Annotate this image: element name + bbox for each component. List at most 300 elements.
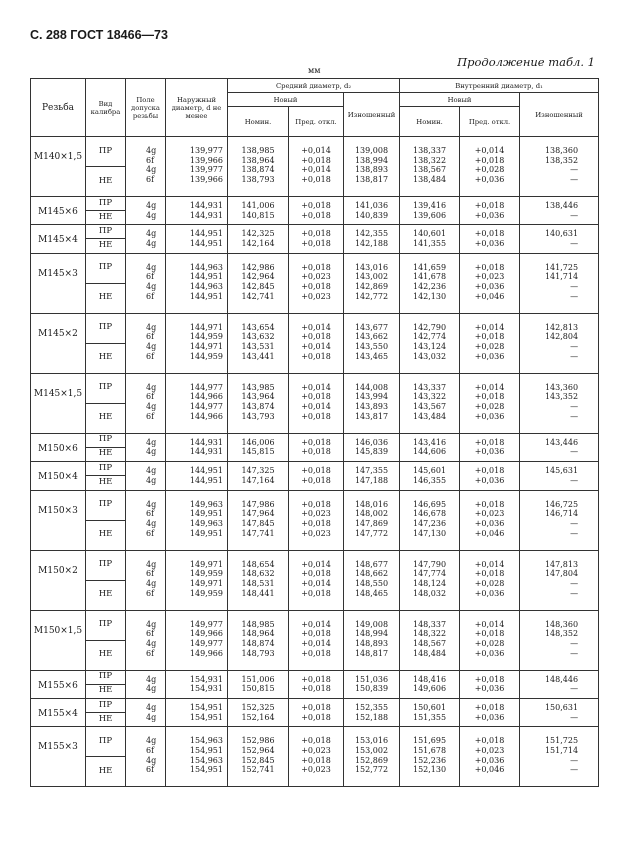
d2-nominal-values — [228, 610, 289, 670]
value: +0,023 — [301, 272, 331, 282]
value: 138,893 — [354, 165, 389, 175]
table-row — [31, 313, 599, 373]
value: 142,741 — [241, 291, 275, 301]
table-row — [31, 462, 599, 490]
tolerance-values — [126, 313, 166, 373]
gauge-kind-cell — [86, 670, 126, 698]
value: 4g — [146, 210, 157, 220]
value: +0,018 — [301, 262, 331, 272]
value: 152,130 — [412, 765, 447, 775]
d1-worn-values — [520, 727, 599, 787]
value: 142,790 — [412, 322, 447, 332]
value: 148,994 — [354, 629, 389, 639]
value: 141,725 — [544, 262, 579, 272]
d1-nominal-values — [400, 197, 460, 225]
value: 143,677 — [354, 322, 389, 332]
gauge-kind-cell — [86, 225, 126, 253]
value: +0,018 — [301, 155, 331, 165]
value: 149,977 — [189, 619, 223, 629]
value: — — [570, 282, 579, 292]
value: 149,606 — [412, 684, 447, 694]
gauge-kind-cell — [86, 373, 126, 433]
thread-designation: M145×6 — [31, 197, 86, 225]
value: +0,018 — [301, 351, 331, 361]
value: +0,018 — [301, 282, 331, 292]
value: +0,018 — [301, 332, 331, 342]
value: 6f — [146, 332, 155, 342]
value: +0,018 — [474, 437, 505, 447]
d1-nominal-values — [400, 462, 460, 490]
value: +0,018 — [301, 499, 331, 509]
d2-deviation-values — [289, 225, 344, 253]
value: 148,567 — [412, 638, 447, 648]
d1-nominal-values — [400, 253, 460, 313]
value: 4g — [146, 736, 157, 746]
gauge-kind-cell — [86, 137, 126, 197]
value: 144,959 — [189, 351, 223, 361]
d1-worn-values — [520, 670, 599, 698]
value: 138,994 — [354, 155, 389, 165]
value: 4g — [146, 282, 157, 292]
gauge-kind-nogo: НЕ — [86, 447, 125, 461]
value: +0,028 — [474, 165, 505, 175]
gauge-kind-go: ПР — [98, 434, 113, 445]
header-outer-diameter: Наружный диаметр, d не менее — [166, 79, 228, 137]
thread-designation: M155×6 — [31, 670, 86, 698]
gauge-kind-cell — [86, 698, 126, 726]
value: 144,951 — [189, 466, 223, 476]
value: 142,130 — [412, 291, 447, 301]
value: 143,550 — [354, 342, 389, 352]
value: 4g — [146, 262, 157, 272]
d1-worn-values — [520, 462, 599, 490]
value: 149,951 — [189, 509, 223, 519]
value: 146,725 — [544, 499, 579, 509]
value: +0,018 — [474, 629, 505, 639]
value: 148,632 — [241, 569, 275, 579]
value: 151,695 — [412, 736, 447, 746]
value: 143,360 — [544, 382, 579, 392]
d1-nominal-values — [400, 670, 460, 698]
outer-diameter-values — [166, 373, 228, 433]
gauge-kind-go: ПР — [98, 559, 113, 570]
gauge-kind-nogo: НЕ — [86, 640, 125, 670]
d1-nominal-values — [400, 610, 460, 670]
value: 143,446 — [544, 437, 579, 447]
d1-worn-values — [520, 313, 599, 373]
outer-diameter-values — [166, 670, 228, 698]
value: 143,016 — [354, 262, 389, 272]
d2-nominal-values — [228, 225, 289, 253]
value: +0,036 — [474, 475, 505, 485]
tolerance-values — [126, 253, 166, 313]
table-row — [31, 137, 599, 197]
value: — — [570, 210, 579, 220]
outer-diameter-values — [166, 313, 228, 373]
value: — — [570, 475, 579, 485]
value: +0,018 — [301, 736, 331, 746]
outer-diameter-values — [166, 433, 228, 461]
d2-nominal-values — [228, 698, 289, 726]
value: 142,188 — [354, 239, 389, 249]
gauge-kind-cell — [86, 253, 126, 313]
value: 147,790 — [412, 559, 447, 569]
value: 142,774 — [412, 332, 447, 342]
gauge-kind-go: ПР — [98, 382, 113, 393]
value: 4g — [146, 499, 157, 509]
value: 144,931 — [189, 210, 223, 220]
thread-designation: M145×1,5 — [31, 373, 86, 433]
value: +0,036 — [474, 239, 505, 249]
value: — — [570, 447, 579, 457]
value: 146,678 — [412, 509, 447, 519]
value: — — [570, 578, 579, 588]
value: 145,601 — [412, 466, 447, 476]
value: 151,678 — [412, 745, 447, 755]
d2-nominal-values — [228, 670, 289, 698]
value: 143,654 — [241, 322, 275, 332]
d1-deviation-values — [460, 225, 520, 253]
value: 152,741 — [241, 765, 275, 775]
value: 143,032 — [412, 351, 447, 361]
page-header: С. 288 ГОСТ 18466—73 — [30, 28, 168, 42]
value: 143,893 — [354, 402, 389, 412]
value: 152,164 — [241, 712, 275, 722]
d2-worn-values — [344, 373, 400, 433]
gauge-kind-cell — [86, 462, 126, 490]
value: 152,325 — [241, 702, 275, 712]
value: 143,322 — [412, 392, 447, 402]
value: +0,018 — [474, 332, 505, 342]
d1-nominal-values — [400, 313, 460, 373]
value: +0,023 — [301, 745, 331, 755]
value: +0,018 — [301, 755, 331, 765]
value: 138,446 — [544, 201, 579, 210]
value: 154,963 — [189, 736, 223, 746]
value: +0,018 — [474, 674, 505, 684]
value: +0,023 — [301, 509, 331, 519]
value: 152,869 — [354, 755, 389, 765]
header-d1-nominal: Номин. — [400, 107, 460, 137]
d1-deviation-values — [460, 610, 520, 670]
gauge-kind-nogo: НЕ — [86, 238, 125, 252]
table-row — [31, 197, 599, 225]
value: 4g — [146, 466, 157, 476]
header-pitch-diameter: Средний диаметр, d₂ — [228, 79, 400, 93]
value: 141,678 — [412, 272, 447, 282]
value: 151,036 — [354, 674, 389, 684]
value: 148,322 — [412, 629, 447, 639]
d2-worn-values — [344, 197, 400, 225]
value: 147,164 — [241, 475, 275, 485]
value: 152,845 — [241, 755, 275, 765]
value: — — [570, 755, 579, 765]
value: 154,931 — [189, 684, 223, 694]
value: 4g — [146, 702, 157, 712]
value: 153,016 — [354, 736, 389, 746]
value: 151,725 — [544, 736, 579, 746]
value: 147,130 — [412, 528, 447, 538]
value: +0,036 — [474, 684, 505, 694]
d2-nominal-values — [228, 433, 289, 461]
outer-diameter-values — [166, 727, 228, 787]
value: 148,874 — [241, 638, 275, 648]
value: — — [570, 351, 579, 361]
value: 149,951 — [189, 528, 223, 538]
header-d1-deviation: Пред. откл. — [460, 107, 520, 137]
value: +0,023 — [474, 509, 505, 519]
value: 148,531 — [241, 578, 275, 588]
d1-worn-values — [520, 433, 599, 461]
value: — — [570, 342, 579, 352]
d1-deviation-values — [460, 433, 520, 461]
gauge-kind-cell — [86, 490, 126, 550]
value: +0,018 — [474, 392, 505, 402]
value: 139,977 — [189, 165, 223, 175]
value: 143,994 — [354, 392, 389, 402]
gauge-kind-nogo: НЕ — [86, 756, 125, 786]
value: 144,966 — [189, 392, 223, 402]
value: +0,018 — [301, 411, 331, 421]
thread-designation: M140×1,5 — [31, 137, 86, 197]
d2-nominal-values — [228, 313, 289, 373]
d1-worn-values — [520, 197, 599, 225]
outer-diameter-values — [166, 698, 228, 726]
header-d2-nominal: Номин. — [228, 107, 289, 137]
value: +0,023 — [474, 745, 505, 755]
d1-deviation-values — [460, 313, 520, 373]
value: +0,018 — [301, 648, 331, 658]
value: +0,018 — [301, 629, 331, 639]
thread-designation: M150×3 — [31, 490, 86, 550]
value: +0,028 — [474, 342, 505, 352]
value: 147,772 — [354, 528, 389, 538]
table-row — [31, 490, 599, 550]
value: +0,018 — [301, 475, 331, 485]
value: 141,659 — [412, 262, 447, 272]
value: +0,036 — [474, 712, 505, 722]
value: — — [570, 684, 579, 694]
value: +0,018 — [301, 466, 331, 476]
outer-diameter-values — [166, 610, 228, 670]
d2-worn-values — [344, 253, 400, 313]
d2-nominal-values — [228, 550, 289, 610]
value: 6f — [146, 175, 155, 185]
value: 147,964 — [241, 509, 275, 519]
value: 4g — [146, 229, 157, 239]
tolerance-values — [126, 490, 166, 550]
value: 4g — [146, 475, 157, 485]
d1-deviation-values — [460, 197, 520, 225]
value: 4g — [146, 402, 157, 412]
gauge-kind-go: ПР — [98, 699, 113, 710]
value: 6f — [146, 509, 155, 519]
value: — — [570, 528, 579, 538]
value: 151,355 — [412, 712, 447, 722]
d2-deviation-values — [289, 550, 344, 610]
d2-worn-values — [344, 137, 400, 197]
value: 149,963 — [189, 518, 223, 528]
value: 4g — [146, 755, 157, 765]
value: +0,018 — [301, 588, 331, 598]
value: 154,963 — [189, 755, 223, 765]
value: 143,817 — [354, 411, 389, 421]
d2-nominal-values — [228, 373, 289, 433]
value: 6f — [146, 588, 155, 598]
value: 142,869 — [354, 282, 389, 292]
value: 149,008 — [354, 619, 389, 629]
gauge-kind-go: ПР — [98, 262, 113, 273]
value: +0,014 — [301, 638, 331, 648]
d2-deviation-values — [289, 610, 344, 670]
gauge-kind-go: ПР — [98, 735, 113, 746]
d1-deviation-values — [460, 253, 520, 313]
value: 151,006 — [241, 674, 275, 684]
value: +0,018 — [474, 569, 505, 579]
value: 152,355 — [354, 702, 389, 712]
d1-nominal-values — [400, 727, 460, 787]
value: +0,018 — [474, 702, 505, 712]
value: +0,028 — [474, 578, 505, 588]
tolerance-values — [126, 373, 166, 433]
gauge-kind-nogo: НЕ — [86, 580, 125, 610]
value: — — [570, 712, 579, 722]
d1-worn-values — [520, 373, 599, 433]
value: 147,869 — [354, 518, 389, 528]
value: 148,654 — [241, 559, 275, 569]
thread-designation: M150×6 — [31, 433, 86, 461]
table-row — [31, 670, 599, 698]
gauge-kind-go: ПР — [98, 197, 113, 208]
value: — — [570, 518, 579, 528]
value: 6f — [146, 648, 155, 658]
header-d1-new: Новый — [400, 93, 520, 107]
value: 138,567 — [412, 165, 447, 175]
value: — — [570, 411, 579, 421]
value: 142,772 — [354, 291, 389, 301]
value: 138,817 — [354, 175, 389, 185]
gauge-kind-nogo: НЕ — [86, 712, 125, 726]
value: 149,971 — [189, 559, 223, 569]
value: 4g — [146, 165, 157, 175]
value: 144,951 — [189, 239, 223, 249]
value: +0,018 — [301, 702, 331, 712]
gauge-kind-cell — [86, 610, 126, 670]
value: 141,036 — [354, 201, 389, 210]
value: 154,951 — [189, 745, 223, 755]
d2-nominal-values — [228, 490, 289, 550]
value: 143,416 — [412, 437, 447, 447]
value: 138,484 — [412, 175, 447, 185]
value: 144,977 — [189, 402, 223, 412]
tolerance-values — [126, 698, 166, 726]
value: 6f — [146, 765, 155, 775]
value: 138,352 — [544, 155, 579, 165]
value: +0,018 — [301, 569, 331, 579]
value: 138,337 — [412, 146, 447, 155]
value: 149,959 — [189, 588, 223, 598]
d1-deviation-values — [460, 550, 520, 610]
value: 150,815 — [241, 684, 275, 694]
value: 142,355 — [354, 229, 389, 239]
value: 153,002 — [354, 745, 389, 755]
value: 143,484 — [412, 411, 447, 421]
tolerance-values — [126, 550, 166, 610]
table-row — [31, 373, 599, 433]
value: — — [570, 765, 579, 775]
outer-diameter-values — [166, 137, 228, 197]
value: 147,813 — [544, 559, 579, 569]
d2-nominal-values — [228, 253, 289, 313]
value: +0,014 — [474, 382, 505, 392]
value: 144,963 — [189, 262, 223, 272]
value: 141,714 — [544, 272, 579, 282]
value: 148,032 — [412, 588, 447, 598]
d2-worn-values — [344, 550, 400, 610]
value: +0,018 — [301, 674, 331, 684]
value: +0,036 — [474, 447, 505, 457]
value: 6f — [146, 155, 155, 165]
value: 139,977 — [189, 146, 223, 155]
value: 144,959 — [189, 332, 223, 342]
thread-designation: M145×4 — [31, 225, 86, 253]
d1-deviation-values — [460, 462, 520, 490]
tolerance-values — [126, 670, 166, 698]
value: +0,014 — [301, 146, 331, 155]
value: +0,018 — [301, 518, 331, 528]
value: 147,236 — [412, 518, 447, 528]
value: 4g — [146, 674, 157, 684]
d1-deviation-values — [460, 698, 520, 726]
thread-designation: M155×3 — [31, 727, 86, 787]
d2-nominal-values — [228, 197, 289, 225]
value: 143,964 — [241, 392, 275, 402]
value: +0,036 — [474, 411, 505, 421]
value: 4g — [146, 201, 157, 210]
d2-worn-values — [344, 313, 400, 373]
value: 4g — [146, 518, 157, 528]
value: 144,971 — [189, 342, 223, 352]
value: +0,023 — [301, 291, 331, 301]
value: 144,008 — [354, 382, 389, 392]
value: 144,931 — [189, 447, 223, 457]
value: 149,959 — [189, 569, 223, 579]
value: 143,441 — [241, 351, 275, 361]
value: 139,966 — [189, 175, 223, 185]
value: 144,951 — [189, 475, 223, 485]
outer-diameter-values — [166, 550, 228, 610]
gauge-kind-nogo: НЕ — [86, 283, 125, 313]
value: 152,188 — [354, 712, 389, 722]
value: 4g — [146, 437, 157, 447]
gauge-kind-nogo: НЕ — [86, 166, 125, 196]
value: +0,036 — [474, 588, 505, 598]
value: +0,018 — [474, 499, 505, 509]
gauge-kind-go: ПР — [98, 671, 113, 682]
value: — — [570, 175, 579, 185]
d2-deviation-values — [289, 137, 344, 197]
tolerance-values — [126, 433, 166, 461]
value: +0,014 — [474, 322, 505, 332]
value: 142,804 — [544, 332, 579, 342]
tolerance-values — [126, 610, 166, 670]
value: 146,036 — [354, 437, 389, 447]
value: 154,931 — [189, 674, 223, 684]
value: 144,977 — [189, 382, 223, 392]
d2-worn-values — [344, 670, 400, 698]
value: 152,986 — [241, 736, 275, 746]
d1-deviation-values — [460, 137, 520, 197]
